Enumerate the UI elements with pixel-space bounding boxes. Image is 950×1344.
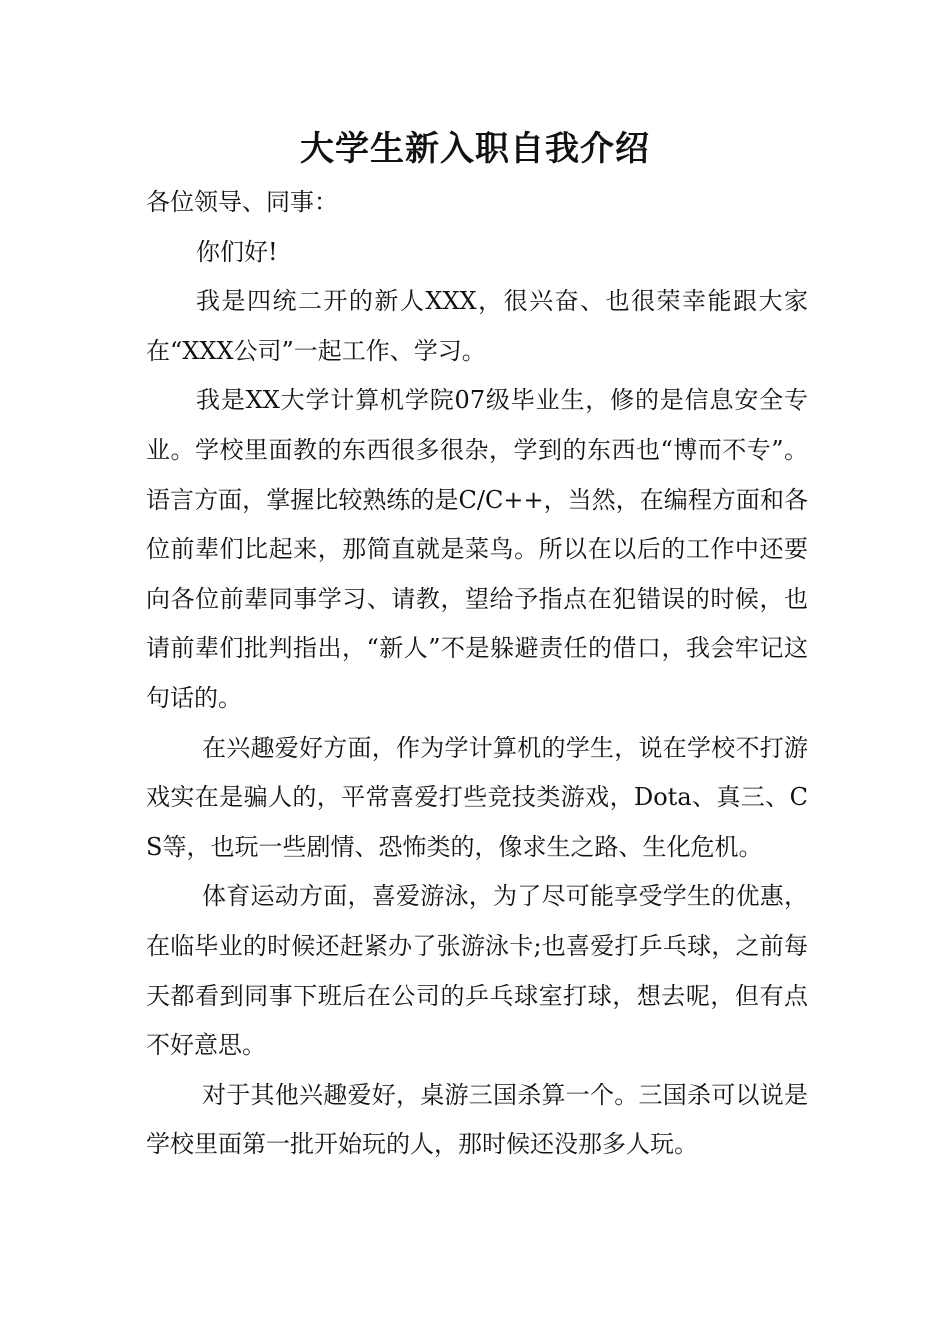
paragraph-board-games: 对于其他兴趣爱好，桌游三国杀算一个。三国杀可以说是学校里面第一批开始玩的人，那时候还没那多人玩。 xyxy=(146,1080,808,1159)
document-title: 大学生新入职自我介绍 xyxy=(300,129,650,169)
paragraph-hobbies-games: 在兴趣爱好方面，作为学计算机的学生，说在学校不打游戏实在是骗人的，平常喜爱打些竞技类游戏，Dota、真三、CS等，也玩一些剧情、恐怖类的，像求生之路、生化危机。 xyxy=(146,733,808,861)
paragraph-introduction: 我是四统二开的新人XXX，很兴奋、也很荣幸能跟大家在“XXX公司”一起工作、学习。 xyxy=(146,287,808,365)
paragraph-sports: 体育运动方面，喜爱游泳，为了尽可能享受学生的优惠，在临毕业的时候还赶紧办了张游泳卡;也喜爱打乒乓球，之前每天都看到同事下班后在公司的乒乓球室打球，想去呢，但有点不好意思。 xyxy=(146,882,808,1060)
salutation: 各位领导、同事： xyxy=(146,188,338,216)
document-body xyxy=(146,178,808,1170)
greeting: 你们好! xyxy=(196,237,278,266)
paragraph-education: 我是XX大学计算机学院07级毕业生，修的是信息安全专业。学校里面教的东西很多很杂，学到的东西也“博而不专”。语言方面，掌握比较熟练的是C/C++，当然，在编程方面和各位前辈们比起来，那简直就是菜鸟。所以在以后的工作中还要向各位前辈同事学习、请教，望给予指点在犯错误的时候，也请前辈们批判指出，“新人”不是躲避责任的借口，我会牢记这句话的。 xyxy=(146,386,808,712)
